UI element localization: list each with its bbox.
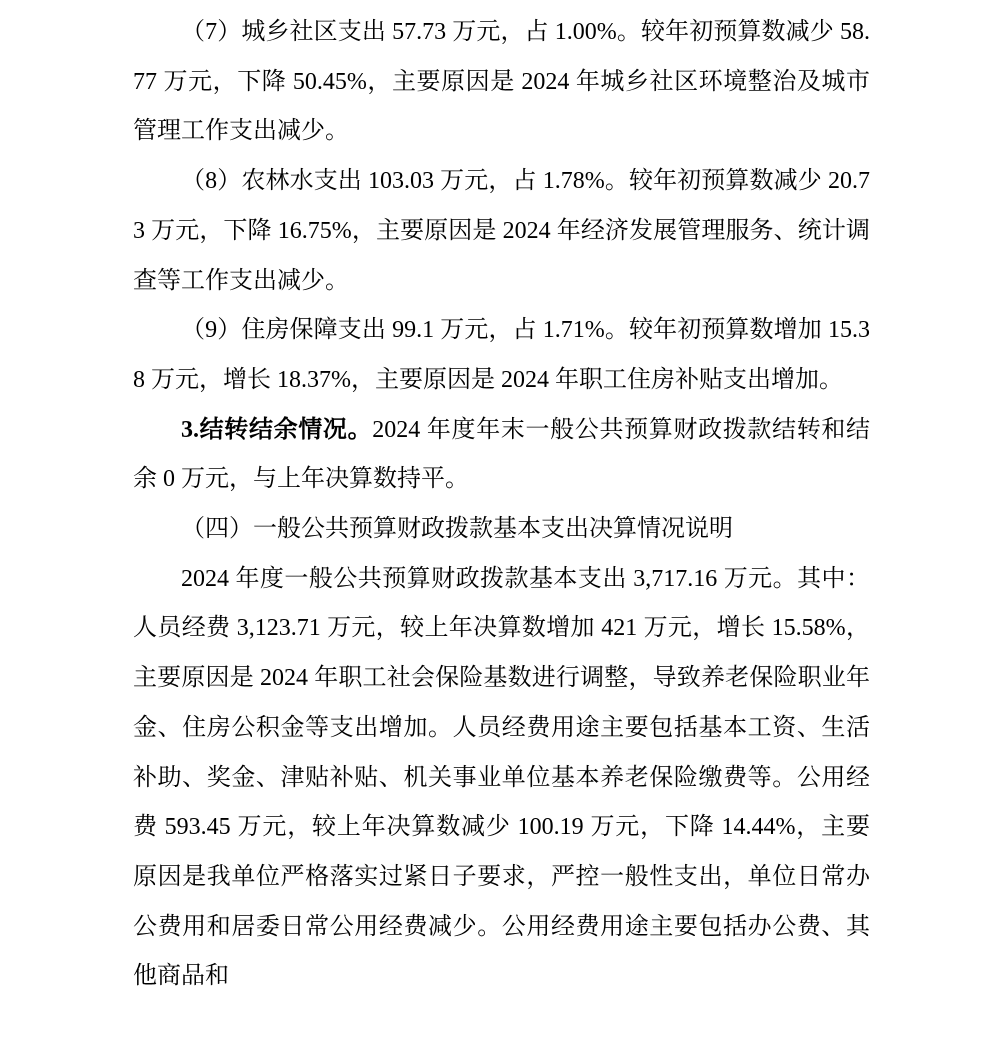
paragraph-text: 2024 年度年末一般公共预算财政拨款结转和结余 0 万元，与上年决算数持平。 [133, 416, 871, 493]
paragraph-housing-security-expenditure [133, 306, 870, 405]
paragraph-text: （7）城乡社区支出 57.73 万元，占 1.00%。较年初预算数减少 58.77 万元，下降 50.45%，主要原因是 2024 年城乡社区环境整治及城市管理工作支出减少。 [133, 19, 870, 145]
paragraph-text: （8）农林水支出 103.03 万元，占 1.78%。较年初预算数减少 20.73 万元，下降 16.75%，主要原因是 2024 年经济发展管理服务、统计调查等工作支出减少。 [133, 168, 870, 294]
paragraph-carryover-balance [133, 406, 870, 505]
paragraph-urban-rural-community-expenditure [133, 8, 870, 157]
paragraph-bold-lead: 3.结转结余情况。 [181, 416, 373, 443]
paragraph-text: 2024 年度一般公共预算财政拨款基本支出 3,717.16 万元。其中：人员经费 3,123.71 万元，较上年决算数增加 421 万元，增长 15.58%，主要原因是 2024 年职工社会保险基数进行调整，导致养老保险职业年金、住房公积金等支出增加。人员经费用途主要包括基本工资、生活补助、奖金、津贴补贴、机关事业单位基本养老保险缴费等。公用经费 593.45 万元，较上年决算数减少 100.19 万元，下降 14.44%，主要原因是我单位严格落实过紧日子要求，严控一般性支出，单位日常办公费用和居委日常公用经费减少。公用经费用途主要包括办公费、其他商品和 [133, 565, 870, 990]
heading-basic-expenditure-final-accounts [133, 505, 870, 555]
paragraph-agriculture-forestry-water-expenditure [133, 157, 870, 306]
paragraph-basic-expenditure-details [133, 555, 870, 1002]
paragraph-text: （9）住房保障支出 99.1 万元，占 1.71%。较年初预算数增加 15.38 万元，增长 18.37%，主要原因是 2024 年职工住房补贴支出增加。 [133, 317, 870, 393]
paragraph-text: （四）一般公共预算财政拨款基本支出决算情况说明 [181, 516, 733, 543]
